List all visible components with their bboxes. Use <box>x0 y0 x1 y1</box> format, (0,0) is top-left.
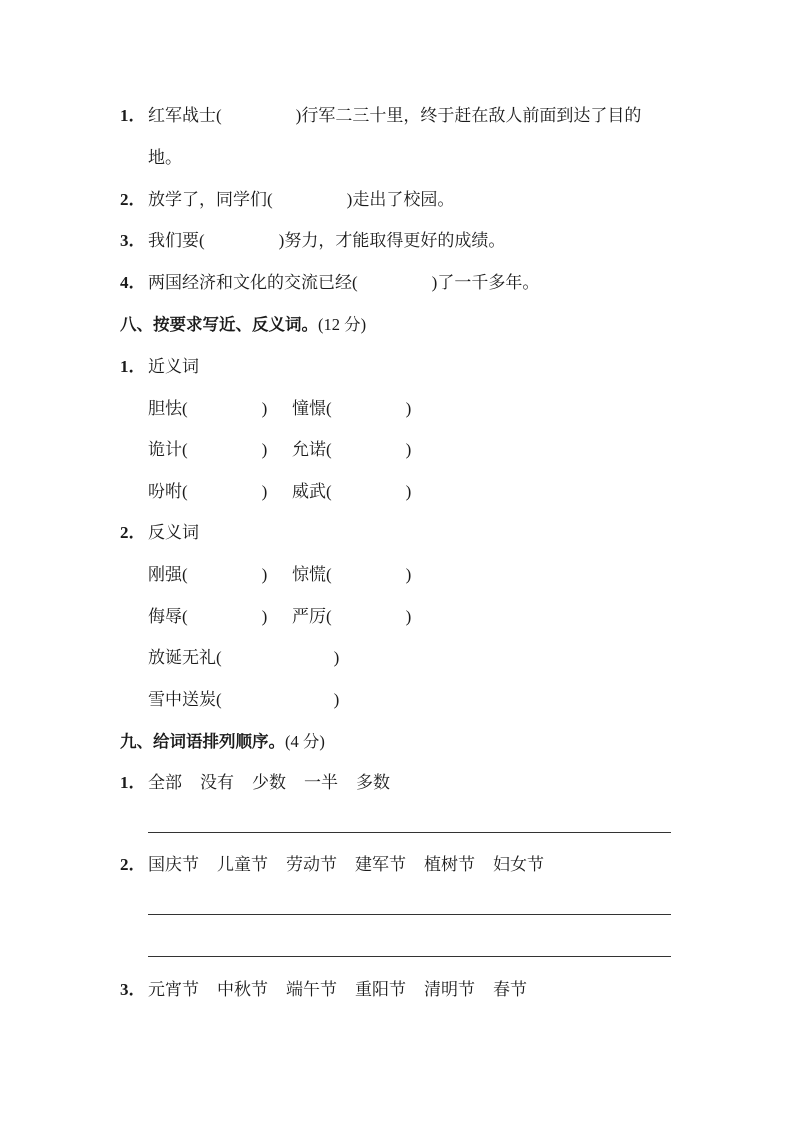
word: 全部 <box>148 773 182 792</box>
idiom: 雪中送炭( <box>148 690 222 709</box>
item-number: 4． <box>120 273 146 292</box>
paren: ) <box>405 607 412 626</box>
answer-line[interactable] <box>148 956 671 957</box>
paren: ) <box>333 690 340 709</box>
word: 憧憬( <box>292 399 332 418</box>
fill-blank-4 <box>120 271 539 295</box>
order-item-1 <box>120 771 408 795</box>
paren: ) <box>333 648 340 667</box>
word: 建军节 <box>355 855 406 874</box>
section-8-heading <box>120 313 366 337</box>
item-number: 2． <box>120 190 146 209</box>
paren: ) <box>261 399 268 418</box>
word: 刚强( <box>148 565 188 584</box>
word: 端午节 <box>286 980 337 999</box>
paren: ) <box>405 482 412 501</box>
word: 重阳节 <box>355 980 406 999</box>
word: 中秋节 <box>217 980 268 999</box>
word: 吩咐( <box>148 482 188 501</box>
text: 放学了，同学们( <box>148 190 273 209</box>
answer-line[interactable] <box>148 832 671 833</box>
idiom: 放诞无礼( <box>148 648 222 667</box>
paren: ) <box>405 399 412 418</box>
item-number: 2． <box>120 855 146 874</box>
section-title: 八、按要求写近、反义词。 <box>120 315 318 334</box>
fill-blank-2 <box>120 188 454 212</box>
synonym-row <box>148 438 411 462</box>
antonym-row <box>148 563 411 587</box>
synonyms-label-row <box>120 355 199 379</box>
synonym-row <box>148 397 411 421</box>
word: 春节 <box>493 980 527 999</box>
word: 劳动节 <box>286 855 337 874</box>
text: )走出了校园。 <box>346 190 455 209</box>
word: 元宵节 <box>148 980 199 999</box>
word: 胆怯( <box>148 399 188 418</box>
word: 儿童节 <box>217 855 268 874</box>
idiom-row <box>148 646 339 670</box>
section-points: (12 分) <box>318 315 367 334</box>
section-9-heading <box>120 730 325 754</box>
item-number: 1． <box>120 106 146 125</box>
paren: ) <box>261 565 268 584</box>
word: 诡计( <box>148 440 188 459</box>
item-number: 1． <box>120 773 146 792</box>
fill-blank-3 <box>120 229 505 253</box>
synonym-row <box>148 480 411 504</box>
word: 植树节 <box>424 855 475 874</box>
text: )努力，才能取得更好的成绩。 <box>278 231 506 250</box>
item-number: 1． <box>120 357 146 376</box>
word: 侮辱( <box>148 607 188 626</box>
word: 允诺( <box>292 440 332 459</box>
word: 妇女节 <box>493 855 544 874</box>
item-number: 3． <box>120 980 146 999</box>
item-number: 2． <box>120 523 146 542</box>
word: 清明节 <box>424 980 475 999</box>
fill-blank-1-continued: 地。 <box>148 148 182 167</box>
paren: ) <box>405 440 412 459</box>
paren: ) <box>405 565 412 584</box>
word: 严厉( <box>292 607 332 626</box>
section-points: (4 分) <box>285 732 325 751</box>
order-item-3 <box>120 978 545 1002</box>
item-number: 3． <box>120 231 146 250</box>
word: 多数 <box>356 773 390 792</box>
order-item-2 <box>120 853 562 877</box>
text: )了一千多年。 <box>431 273 540 292</box>
word: 惊慌( <box>292 565 332 584</box>
paren: ) <box>261 482 268 501</box>
subsection-label: 近义词 <box>148 357 199 376</box>
antonym-row <box>148 605 411 629</box>
subsection-label: 反义词 <box>148 523 199 542</box>
paren: ) <box>261 440 268 459</box>
idiom-row <box>148 688 339 712</box>
text: 红军战士( <box>148 106 222 125</box>
text: 我们要( <box>148 231 205 250</box>
answer-line[interactable] <box>148 914 671 915</box>
word: 威武( <box>292 482 332 501</box>
paren: ) <box>261 607 268 626</box>
section-title: 九、给词语排列顺序。 <box>120 732 285 751</box>
word: 少数 <box>252 773 286 792</box>
word: 没有 <box>200 773 234 792</box>
word: 国庆节 <box>148 855 199 874</box>
text: )行军二三十里，终于赶在敌人前面到达了目的 <box>295 106 642 125</box>
antonyms-label-row <box>120 521 199 545</box>
word: 一半 <box>304 773 338 792</box>
fill-blank-1 <box>120 104 641 128</box>
text: 两国经济和文化的交流已经( <box>148 273 358 292</box>
